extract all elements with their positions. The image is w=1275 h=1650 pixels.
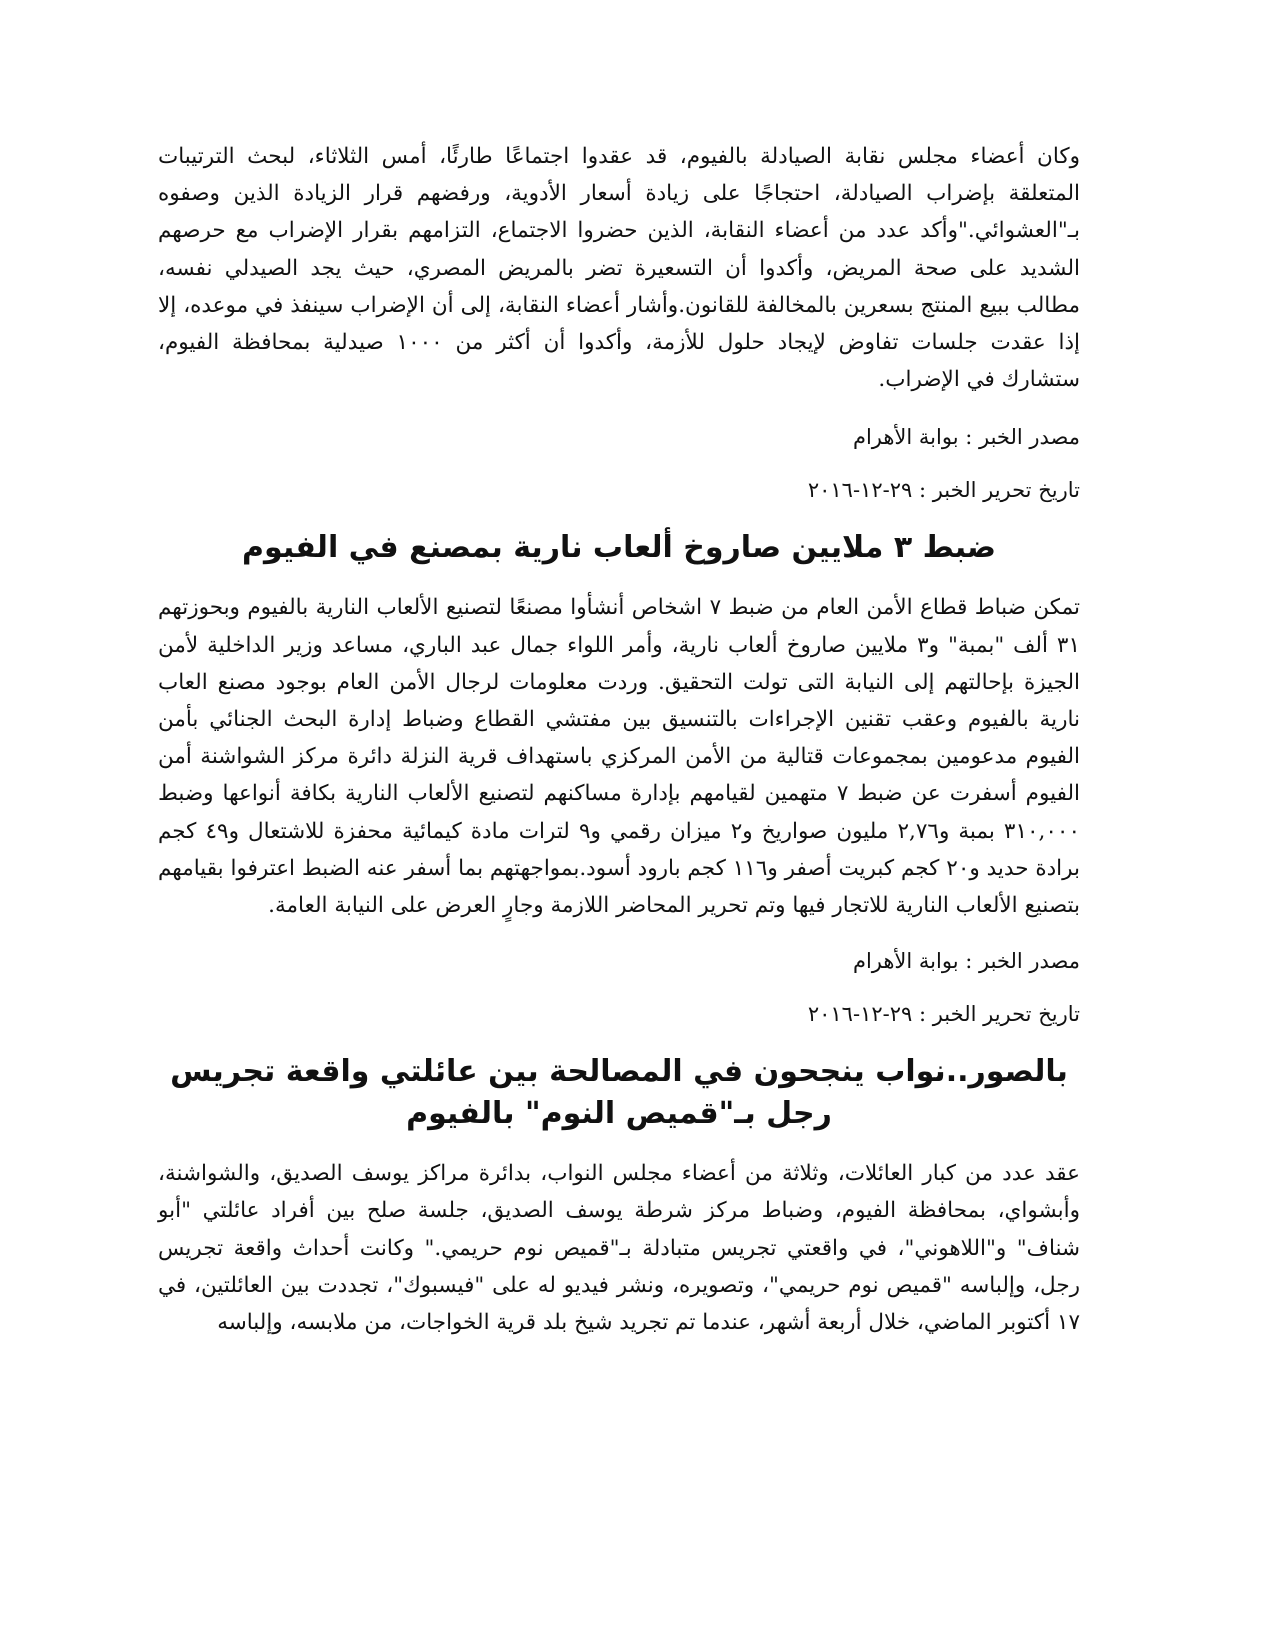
article-body: عقد عدد من كبار العائلات، وثلاثة من أعضاء مجلس النواب، بدائرة مراكز يوسف الصديق، والشواشنة، وأبشواي، بمحافظة الفيوم، وضباط مركز شرطة يوسف الصديق، جلسة صلح بين أفراد عائلتي "أبو شناف" و"اللاهوني"، في واقعتي تجريس متبادلة بـ"قميص نوم حريمي." وكانت أحداث واقعة تجريس رجل، وإلباسه "قميص نوم حريمي"، وتصويره، ونشر فيديو له على "فيسبوك"، تجددت بين العائلتين، في ١٧ أكتوبر الماضي، خلال أربعة أشهر، عندما تم تجريد شيخ بلد قرية الخواجات، من ملابسه، وإلباسه — [158, 1161, 1080, 1336]
news-source: مصدر الخبر : بوابة الأهرام — [852, 425, 1080, 450]
article-fireworks — [158, 527, 1080, 1029]
article-headline: بالصور..نواب ينجحون في المصالحة بين عائلتي واقعة تجريس رجل بـ"قميص النوم" بالفيوم — [170, 1054, 1068, 1132]
article-reconciliation — [158, 1051, 1080, 1341]
article-body: تمكن ضباط قطاع الأمن العام من ضبط ٧ اشخاص أنشأوا مصنعًا لتصنيع الألعاب النارية بالفيوم وبحوزتهم ٣١ ألف "بمبة" و٣ ملايين صاروخ ألعاب نارية، وأمر اللواء جمال عبد الباري، مساعد وزير الداخلية لأمن الجيزة بإحالتهم إلى النيابة التى تولت التحقيق. وردت معلومات لرجال الأمن العام بوجود مصنع العاب نارية بالفيوم وعقب تقنين الإجراءات بالتنسيق بين مفتشي القطاع وضباط إدارة البحث الجنائي بأمن الفيوم مدعومين بمجموعات قتالية من الأمن المركزي باستهداف قرية النزلة دائرة مركز الشواشنة أمن الفيوم أسفرت عن ضبط ٧ متهمين لقيامهم بإدارة مساكنهم لتصنيع الألعاب النارية بكافة أنواعها وضبط ٣١٠,٠٠٠ بمبة و٢,٧٦ مليون صواريخ و٢ ميزان رقمي و٩ لترات مادة كيمائية محفزة للاشتعال و٤٩ كجم برادة حديد و٢٠ كجم كبريت أصفر و١١٦ كجم بارود أسود.بمواجهتهم بما أسفر عنه الضبط اعترفوا بقيامهم بتصنيع الألعاب النارية للاتجار فيها وتم تحرير المحاضر اللازمة وجارٍ العرض على النيابة العامة. — [158, 595, 1081, 919]
news-date: تاريخ تحرير الخبر : ٢٩-١٢-٢٠١٦ — [807, 1002, 1080, 1027]
news-date: تاريخ تحرير الخبر : ٢٩-١٢-٢٠١٦ — [807, 478, 1080, 503]
document-page — [158, 138, 1080, 1341]
article-pharmacists-strike-continued — [158, 138, 1080, 505]
article-headline: ضبط ٣ ملايين صاروخ ألعاب نارية بمصنع في الفيوم — [242, 530, 996, 566]
article-body: وكان أعضاء مجلس نقابة الصيادلة بالفيوم، قد عقدوا اجتماعًا طارئًا، أمس الثلاثاء، لبحث الترتيبات المتعلقة بإضراب الصيادلة، احتجاجًا على زيادة أسعار الأدوية، ورفضهم قرار الزيادة الذين وصفوه بـ"العشوائي."وأكد عدد من أعضاء النقابة، الذين حضروا الاجتماع، التزامهم بقرار الإضراب مع حرصهم الشديد على صحة المريض، وأكدوا أن التسعيرة تضر بالمريض المصري، حيث يجد الصيدلي نفسه، مطالب ببيع المنتج بسعرين بالمخالفة للقانون.وأشار أعضاء النقابة، إلى أن الإضراب سينفذ في موعده، إلا إذا عقدت جلسات تفاوض لإيجاد حلول للأزمة، وأكدوا أن أكثر من ١٠٠٠ صيدلية بمحافظة الفيوم، ستشارك في الإضراب. — [158, 144, 1080, 393]
news-source: مصدر الخبر : بوابة الأهرام — [852, 949, 1080, 974]
